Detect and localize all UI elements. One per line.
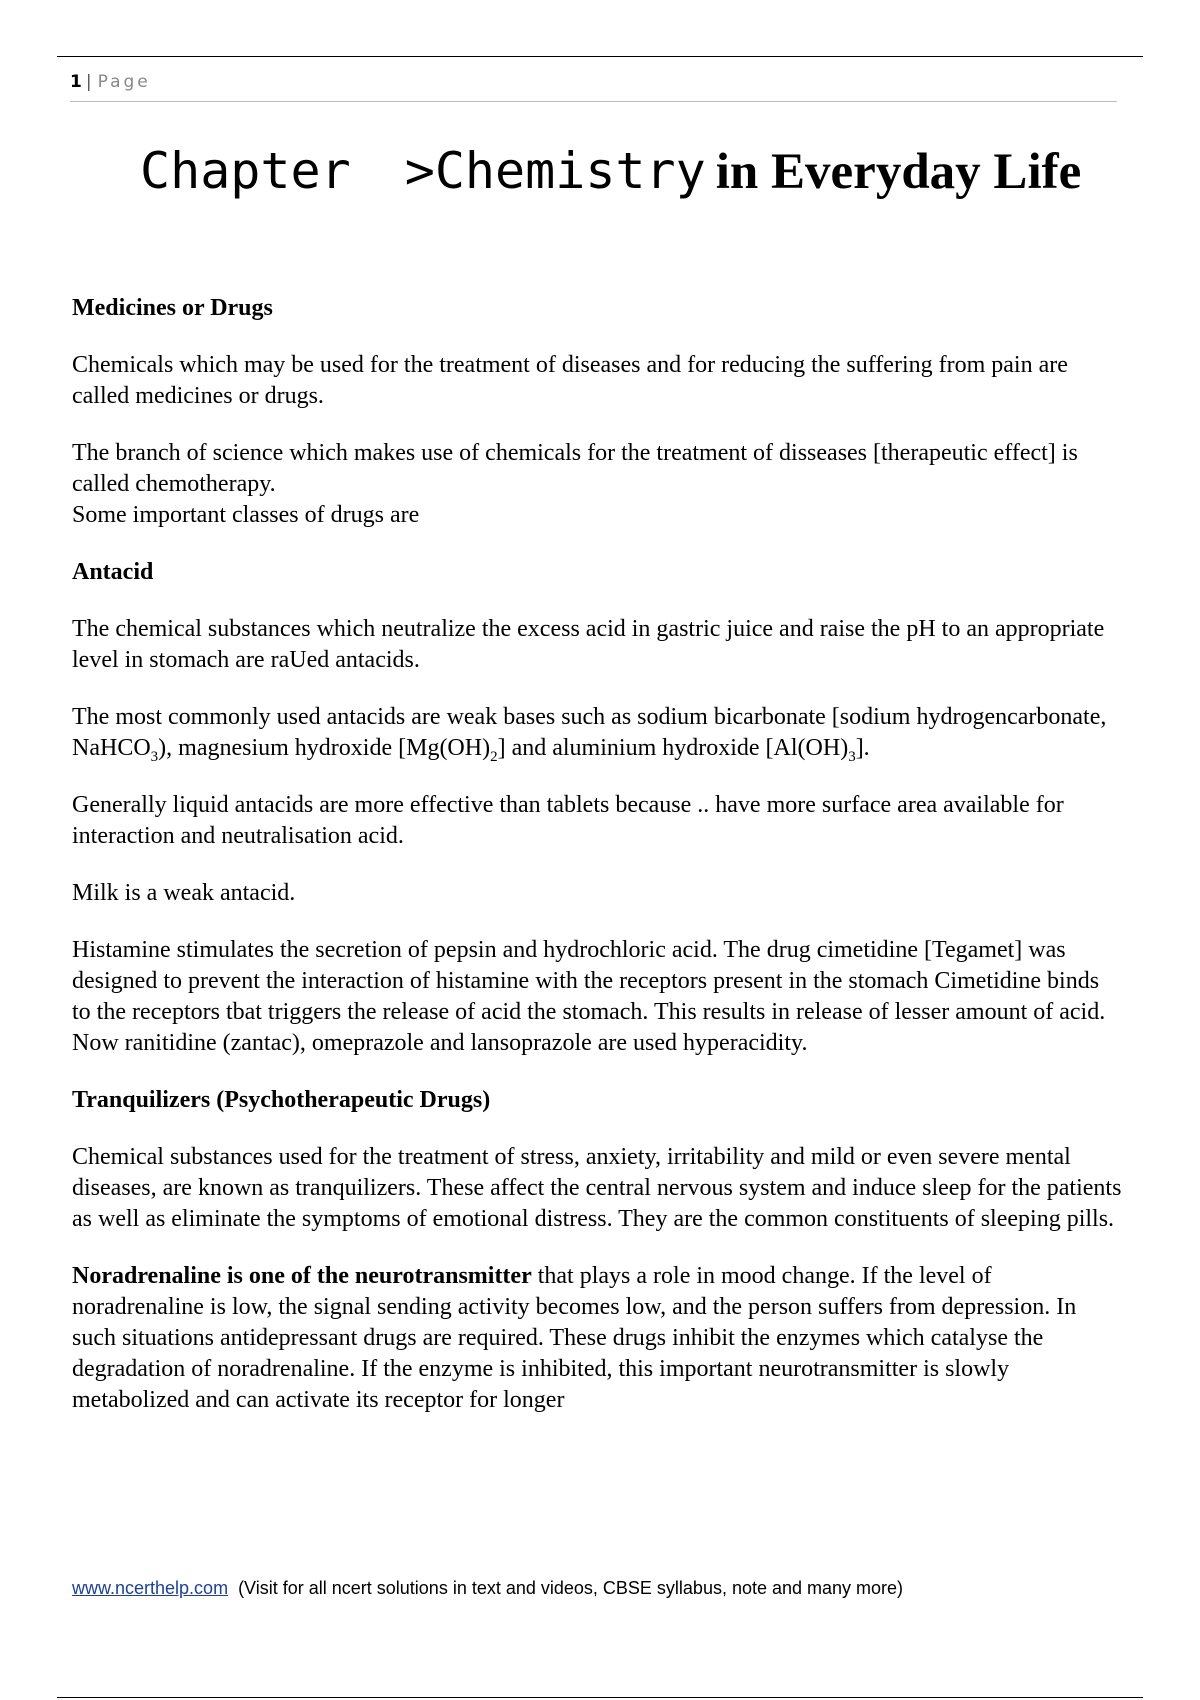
page-separator: |: [85, 72, 92, 92]
text-run: ), magnesium hydroxide [Mg(OH): [158, 735, 491, 761]
paragraph: Chemicals which may be used for the treatment of diseases and for reducing the suffering from pain are called medicines or drugs.: [72, 352, 1068, 409]
subscript: 3: [150, 748, 159, 765]
page-number: 1: [70, 72, 82, 92]
paragraph: The chemical substances which neutralize the excess acid in gastric juice and raise the pH to an appropriate level in stomach are raUed antacids.: [72, 616, 1105, 673]
title-part-everyday-life: in Everyday Life: [715, 144, 1082, 200]
text-run: ] and aluminium hydroxide [Al(OH): [497, 735, 849, 761]
document-body: [72, 293, 1122, 1442]
title-part-chapter: Chapter: [140, 142, 351, 200]
top-rule: [57, 56, 1143, 57]
text-run: The most commonly used antacids are weak bases such as sodium bicarbonate [sodium hydrogencarbonate, NaHCO: [72, 704, 1107, 761]
paragraph: Chemical substances used for the treatment of stress, anxiety, irritability and mild or even severe mental diseases, are known as tranquilizers. These affect the central nervous system and induce sleep for the patients as well as eliminate the symptoms of emotional distress. They are the common constituents of sleeping pills.: [72, 1144, 1122, 1232]
page-label: Page: [97, 72, 151, 92]
title-part-chemistry: >Chemistry: [404, 142, 706, 200]
footer-note: (Visit for all ncert solutions in text and videos, CBSE syllabus, note and many more): [238, 1578, 904, 1598]
page-header: [70, 72, 151, 92]
paragraph: Histamine stimulates the secretion of pepsin and hydrochloric acid. The drug cimetidine [Tegamet] was designed to prevent the interaction of histamine with the receptors present in the stomach Cimetidine binds to the receptors tbat triggers the release of acid the stomach. This results in release of lesser amount of acid. Now ranitidine (zantac), omeprazole and lansoprazole are used hyperacidity.: [72, 937, 1106, 1056]
bottom-rule: [57, 1697, 1143, 1698]
paragraph-noradrenaline: [72, 1261, 1122, 1416]
bold-run: Noradrenaline is one of the neurotransmitter: [72, 1263, 532, 1289]
heading-medicines: Medicines or Drugs: [72, 295, 273, 321]
page-footer: [72, 1578, 903, 1599]
header-rule: [70, 101, 1117, 102]
paragraph: Milk is a weak antacid.: [72, 880, 296, 906]
paragraph: The branch of science which makes use of chemicals for the treatment of disseases [therapeutic effect] is called chemotherapy.: [72, 440, 1078, 497]
paragraph: Some important classes of drugs are: [72, 502, 420, 528]
subscript: 3: [848, 748, 856, 765]
heading-antacid: Antacid: [72, 559, 154, 585]
text-run: ].: [855, 735, 870, 761]
subscript: 2: [490, 748, 498, 765]
text-run: that plays a role in mood change. If the level of noradrenaline is low, the signal sending activity becomes low, and the person suffers from depression. In such situations antidepressant drugs are required. These drugs inhibit the enzymes which catalyse the degradation of noradrenaline. If the enzyme is inhibited, this important neurotransmitter is slowly metabolized and can activate its receptor for longer: [72, 1263, 1077, 1413]
page-title: [140, 142, 1082, 200]
heading-tranquilizers: Tranquilizers (Psychotherapeutic Drugs): [72, 1087, 491, 1113]
paragraph-antacid-formulas: [72, 702, 1122, 764]
paragraph: Generally liquid antacids are more effective than tablets because .. have more surface area available for interaction and neutralisation acid.: [72, 792, 1064, 849]
website-link[interactable]: www.ncerthelp.com: [72, 1578, 229, 1598]
